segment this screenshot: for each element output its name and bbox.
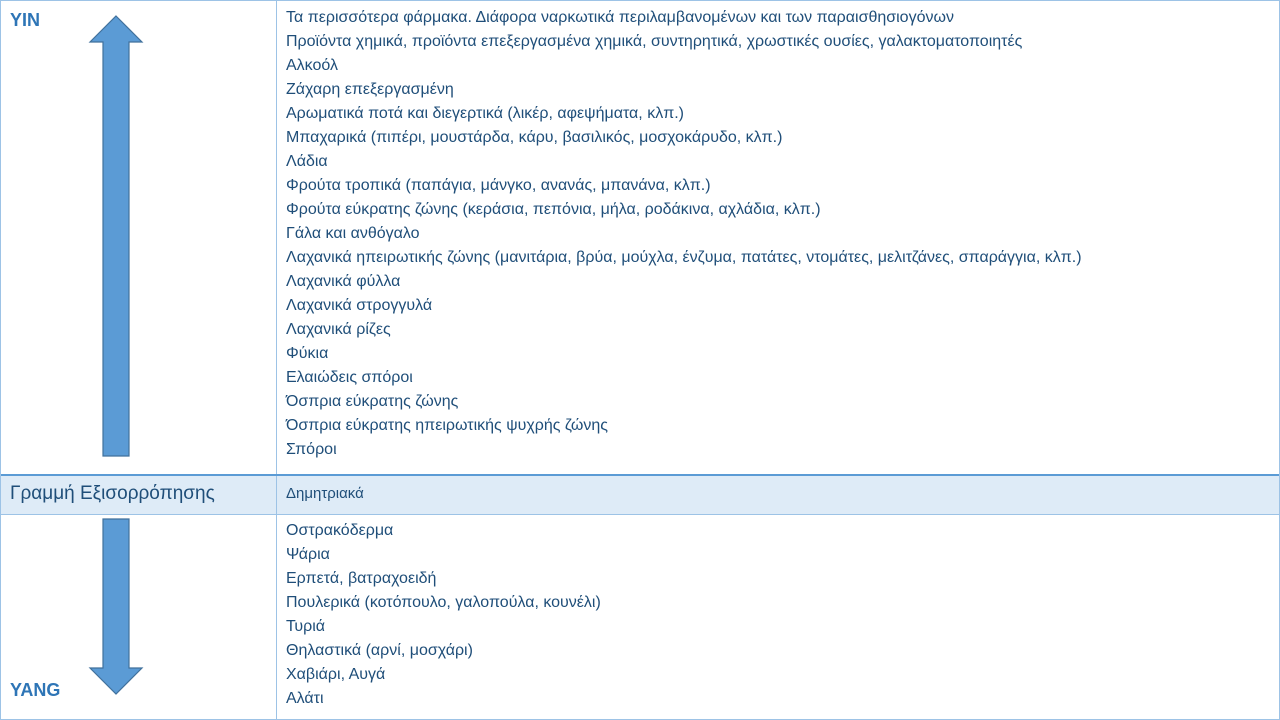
arrow-down-shape [90, 519, 142, 694]
list-item: Θηλαστικά (αρνί, μοσχάρι) [286, 642, 473, 659]
list-item: Σπόροι [286, 441, 337, 458]
list-item: Αλάτι [286, 690, 324, 707]
list-item: Λαχανικά φύλλα [286, 273, 401, 290]
yang-label: YANG [10, 680, 61, 700]
table-border-left [0, 0, 1, 720]
balance-line-value: Δημητριακά [286, 485, 364, 502]
list-item: Ερπετά, βατραχοειδή [286, 570, 437, 587]
yin-items-list [286, 6, 1082, 462]
list-item: Οστρακόδερμα [286, 522, 394, 539]
list-item: Φρούτα τροπικά (παπάγια, μάνγκο, ανανάς, μπανάνα, κλπ.) [286, 177, 711, 194]
list-item: Ελαιώδεις σπόροι [286, 369, 413, 386]
list-item: Φρούτα εύκρατης ζώνης (κεράσια, πεπόνια, μήλα, ροδάκινα, αχλάδια, κλπ.) [286, 201, 821, 218]
list-item: Όσπρια εύκρατης ζώνης [286, 393, 459, 410]
list-item: Λαχανικά στρογγυλά [286, 297, 433, 314]
list-item: Προϊόντα χημικά, προϊόντα επεξεργασμένα χημικά, συντηρητικά, χρωστικές ουσίες, γαλακτοματοποιητές [286, 33, 1023, 50]
list-item: Ψάρια [286, 546, 330, 563]
yin-label: YIN [10, 10, 41, 30]
arrow-up-shape [90, 16, 142, 456]
list-item: Χαβιάρι, Αυγά [286, 666, 386, 683]
list-item: Τα περισσότερα φάρμακα. Διάφορα ναρκωτικά περιλαμβανομένων και των παραισθησιογόνων [286, 9, 954, 26]
list-item: Λάδια [286, 153, 328, 170]
arrow-down-icon [88, 517, 144, 696]
arrow-up-icon [88, 14, 144, 459]
list-item: Αλκοόλ [286, 57, 338, 74]
list-item: Μπαχαρικά (πιπέρι, μουστάρδα, κάρυ, βασιλικός, μοσχοκάρυδο, κλπ.) [286, 129, 783, 146]
balance-line-label: Γραμμή Εξισορρόπησης [10, 483, 215, 504]
list-item: Γάλα και ανθόγαλο [286, 225, 420, 242]
list-item: Λαχανικά ηπειρωτικής ζώνης (μανιτάρια, βρύα, μούχλα, ένζυμα, πατάτες, ντομάτες, μελιτζάνες, σπαράγγια, κλπ.) [286, 249, 1082, 266]
list-item: Φύκια [286, 345, 329, 362]
table-border-top [0, 0, 1280, 1]
table-divider-balance-top [0, 474, 1280, 476]
list-item: Λαχανικά ρίζες [286, 321, 391, 338]
list-item: Αρωματικά ποτά και διεγερτικά (λικέρ, αφεψήματα, κλπ.) [286, 105, 684, 122]
balance-value-cell [277, 476, 1280, 514]
list-item: Όσπρια εύκρατης ηπειρωτικής ψυχρής ζώνης [286, 417, 608, 434]
table-divider-balance-bottom [0, 514, 1280, 515]
list-item: Ζάχαρη επεξεργασμένη [286, 81, 454, 98]
list-item: Τυριά [286, 618, 326, 635]
list-item: Πουλερικά (κοτόπουλο, γαλοπούλα, κουνέλι) [286, 594, 601, 611]
yang-items-list [286, 519, 601, 711]
